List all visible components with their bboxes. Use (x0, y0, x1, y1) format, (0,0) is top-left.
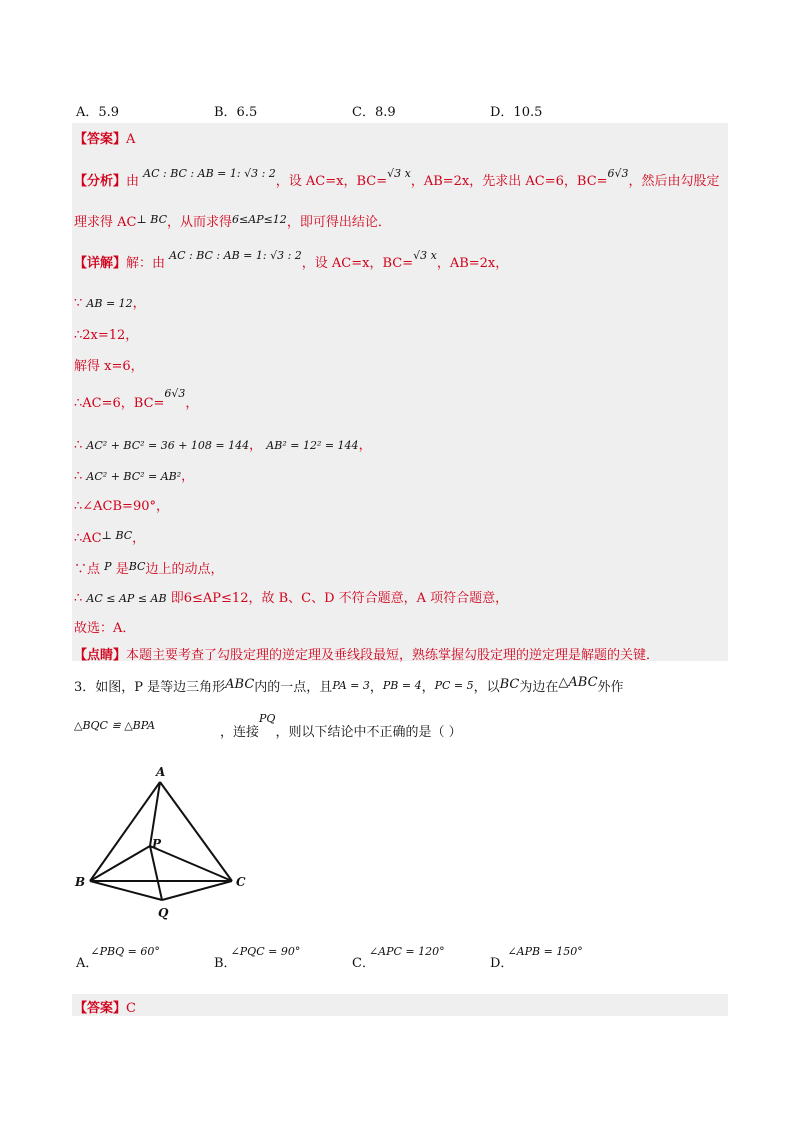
pc-formula: PC = 5 (434, 679, 474, 692)
ab-12-formula: AB = 12 (86, 297, 133, 310)
bc-symbol: BC (128, 560, 146, 573)
because-symbol: ∵ (74, 296, 83, 311)
q2-analysis-line-1 (74, 167, 720, 189)
option-label: A． (76, 956, 99, 971)
q3-stem-line-1 (74, 676, 624, 695)
sum-squares-formula: AC² + BC² = 36 + 108 = 144 (86, 439, 250, 452)
analysis-text: ，即可得出结论． (286, 215, 391, 230)
six-sqrt3-formula: 6√3 (607, 167, 629, 180)
option-a-formula: ∠PBQ = 60° (90, 945, 160, 958)
p-symbol: P (104, 560, 112, 573)
q2-step-2: ∴2x=12， (74, 328, 139, 343)
range-formula: 6≤AP≤12 (232, 213, 287, 226)
step-text: ∴AC=6，BC= (74, 396, 165, 411)
therefore-symbol: ∴ (74, 438, 83, 453)
q2-step-6 (74, 465, 194, 484)
comment-text: 本题主要考查了勾股定理的逆定理及垂线段最短，熟练掌握勾股定理的逆定理是解题的关键． (126, 648, 660, 663)
q3-text: 外作 (597, 680, 624, 695)
q2-step-7: ∴∠ACB=90°， (74, 499, 169, 514)
analysis-text: ，设 AC=x，BC= (275, 174, 388, 189)
step-text: ∵点 (74, 562, 101, 577)
answer-tag: 【答案】 (74, 132, 127, 147)
detail-tag: 【详解】 (74, 256, 127, 271)
vertex-label-a: A (156, 765, 166, 779)
q2-option-b: B．6.5 (214, 105, 258, 120)
vertex-label-p: P (152, 837, 162, 851)
segment-bp (90, 846, 150, 881)
vertex-label-c: C (236, 875, 246, 889)
analysis-tag: 【分析】 (74, 174, 127, 189)
sqrt3-x-formula: √3 x (387, 167, 411, 180)
segment-pq (150, 846, 162, 900)
pb-formula: PB = 4 (382, 679, 422, 692)
analysis-text: ，AB=2x，先求出 AC=6，BC= (410, 174, 608, 189)
triangle-figure (72, 760, 272, 930)
q2-step-5 (74, 434, 372, 453)
answer-value: C (126, 1001, 136, 1016)
q2-analysis-line-2 (74, 211, 391, 230)
analysis-text: 理求得 AC (74, 215, 137, 230)
therefore-symbol: ∴ (74, 591, 83, 606)
option-d-formula: ∠APB = 150° (507, 945, 583, 958)
q3-text: ， (369, 680, 383, 695)
option-c-formula: ∠APC = 120° (368, 945, 445, 958)
punctuation: ， (132, 296, 146, 311)
perp-formula: ⊥ BC (136, 213, 168, 226)
punctuation: ， (132, 531, 146, 546)
q3-answer-box (72, 994, 728, 1016)
q2-step-1 (74, 292, 146, 311)
q3-option-a (76, 945, 168, 971)
ab-squared-formula: AB² = 12² = 144 (266, 439, 359, 452)
q3-text: 为边在 (519, 680, 559, 695)
detail-text: ，AB=2x， (436, 256, 509, 271)
triangle-abc-symbol: △ABC (558, 675, 598, 690)
punctuation: ， (249, 438, 263, 453)
analysis-text: ，然后由勾股定 (628, 174, 720, 189)
detail-text: 解：由 (126, 256, 166, 271)
analysis-text: 由 (126, 174, 140, 189)
q3-text: ，连接 (220, 725, 260, 740)
vertex-label-q: Q (158, 906, 169, 920)
q2-step-10 (74, 587, 508, 606)
analysis-text: ，从而求得 (167, 215, 233, 230)
ratio-formula: AC : BC : AB = 1: √3 : 2 (143, 167, 276, 180)
bc-symbol: BC (499, 677, 520, 692)
step-text: ，故 B、C、D 不符合题意，A 项符合题意， (248, 591, 509, 606)
q2-option-d: D．10.5 (490, 105, 543, 120)
segment-ab (90, 782, 160, 881)
punctuation: ， (185, 396, 199, 411)
punctuation: ， (358, 438, 372, 453)
q2-step-3: 解得 x=6， (74, 359, 144, 374)
q3-text: 3．如图，P 是等边三角形 (74, 680, 226, 695)
comment-tag: 【点睛】 (74, 648, 127, 663)
congruence-formula: △BQC ≌ △BPA (74, 719, 156, 732)
therefore-symbol: ∴ (74, 469, 83, 484)
option-b-formula: ∠PQC = 90° (230, 945, 301, 958)
q3-text: ， (421, 680, 435, 695)
pq-symbol: PQ (259, 712, 276, 725)
answer-tag: 【答案】 (74, 1001, 127, 1016)
vertex-label-b: B (75, 875, 86, 889)
q3-stem-line-2-cont (220, 712, 462, 740)
option-label: B． (214, 956, 237, 971)
detail-text: ，设 AC=x，BC= (301, 256, 414, 271)
q3-text: 内的一点，且 (254, 680, 333, 695)
step-text: ∴AC (74, 531, 102, 546)
step-text: 即 (170, 591, 184, 606)
pythagorean-formula: AC² + BC² = AB² (86, 470, 182, 483)
q2-comment (74, 644, 659, 663)
q2-step-4 (74, 387, 199, 411)
range-text: 6≤AP≤12 (183, 591, 249, 606)
ratio-formula: AC : BC : AB = 1: √3 : 2 (169, 249, 302, 262)
q2-answer-line (74, 128, 135, 147)
inequality-formula: AC ≤ AP ≤ AB (86, 592, 167, 605)
segment-qc (162, 881, 232, 900)
q2-option-a: A．5.9 (76, 105, 120, 120)
answer-value: A (126, 132, 136, 147)
punctuation: ， (181, 469, 195, 484)
q3-text: ，则以下结论中不正确的是（ ） (275, 725, 462, 740)
q2-option-c: C．8.9 (352, 105, 396, 120)
q2-detail-line-1 (74, 249, 509, 271)
option-label: D． (490, 956, 514, 971)
q3-stem-line-2 (74, 719, 156, 739)
option-label: C． (352, 956, 375, 971)
q2-step-8 (74, 527, 145, 546)
segment-bq (90, 881, 162, 900)
q2-step-9 (74, 558, 223, 577)
q3-answer-line (74, 997, 136, 1016)
q3-text: ，以 (473, 680, 500, 695)
six-sqrt3-formula: 6√3 (164, 387, 186, 400)
step-text: 边上的动点， (145, 562, 224, 577)
q3-option-d (490, 945, 589, 971)
abc-symbol: ABC (225, 677, 255, 692)
sqrt3-x-formula: √3 x (413, 249, 437, 262)
q2-choose: 故选：A． (74, 621, 136, 636)
q3-option-c (352, 945, 451, 971)
q3-option-b (214, 945, 306, 971)
perp-formula: ⊥ BC (101, 529, 133, 542)
step-text: 是 (115, 562, 129, 577)
pa-formula: PA = 3 (332, 679, 370, 692)
